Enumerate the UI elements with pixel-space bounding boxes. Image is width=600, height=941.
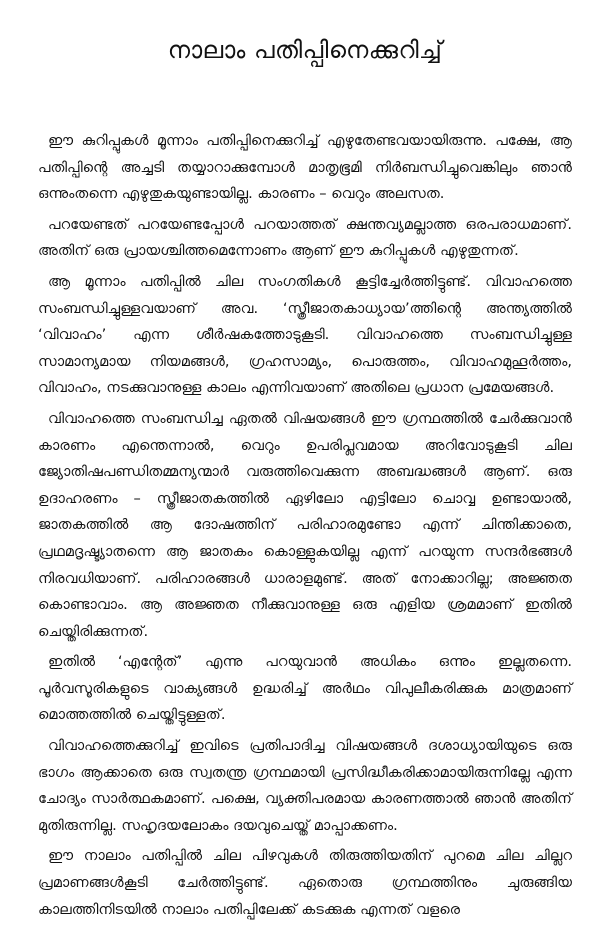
- paragraph-7: ഈ നാലാം പതിപ്പിൽ ചില പിഴവുകൾ തിരുത്തിയതിന് പുറമെ ചില ചില്ലറ പ്രമാണങ്ങൾകൂടി ചേർത്തിട്ടുണ്ട്. ഏതൊരു ഗ്രന്ഥത്തിനും ചുരുങ്ങിയ കാലത്തിനിടയിൽ നാലാം പതിപ്പിലേക്ക് കടക്കുക എന്നത് വളരെ: [38, 847, 572, 918]
- paragraph-2: പറയേണ്ടത് പറയേണ്ടപ്പോൾ പറയാത്തത് ക്ഷന്തവ്യമല്ലാത്ത ഒരപരാധമാണ്. അതിന് ഒരു പ്രായശ്ചിത്തമെന്നോണം ആണ് ഈ കുറിപ്പുകൾ എഴുതുന്നത്.: [38, 215, 572, 260]
- paragraph-3: ആ മൂന്നാം പതിപ്പിൽ ചില സംഗതികൾ കൂട്ടിച്ചേർത്തിട്ടുണ്ട്. വിവാഹത്തെ സംബന്ധിച്ചുള്ളവയാണ് അവ. ‘സ്ത്രീജാതകാധ്യായ’ത്തിന്റെ അന്ത്യത്തിൽ ‘വിവാഹം’ എന്ന ശീർഷകത്തോടുകൂടി. വിവാഹത്തെ സംബന്ധിച്ചുള്ള സാമാന്യമായ നിയമങ്ങൾ, ഗ്രഹസാമ്യം, പൊരുത്തം, വിവാഹമുഹൂർത്തം, വിവാഹം, നടക്കുവാനുള്ള കാലം എന്നിവയാണ് അതിലെ പ്രധാന പ്രമേയങ്ങൾ.: [38, 272, 572, 397]
- paragraph-6: വിവാഹത്തെക്കുറിച്ച് ഇവിടെ പ്രതിപാദിച്ച വിഷയങ്ങൾ ദശാധ്യായിയുടെ ഒരു ഭാഗം ആക്കാതെ ഒരു സ്വതന്ത്ര ഗ്രന്ഥമായി പ്രസിദ്ധീകരിക്കാമായിരുന്നില്ലേ എന്ന ചോദ്യം സാർത്ഥകമാണ്. പക്ഷെ, വ്യക്തിപരമായ കാരണത്താൽ ഞാൻ അതിന് മുതിരുന്നില്ല. സഹൃദയലോകം ദയവുചെയ്ത് മാപ്പാക്കണം.: [38, 737, 572, 834]
- paragraph-5: ഇതിൽ ‘എന്റേത്’ എന്നു പറയുവാൻ അധികം ഒന്നും ഇല്ലതന്നെ. പൂർവസൂരികളുടെ വാക്യങ്ങൾ ഉദ്ധരിച്ച് അർഥം വിപുലീകരിക്കുക മാത്രമാണ് മൊത്തത്തിൽ ചെയ്തിട്ടുള്ളത്.: [38, 653, 572, 724]
- body-text: [38, 128, 572, 923]
- page-title: നാലാം പതിപ്പിനെക്കുറിച്ച്: [167, 36, 443, 64]
- paragraph-1: ഈ കുറിപ്പുകൾ മൂന്നാം പതിപ്പിനെക്കുറിച്ച് എഴുതേണ്ടവയായിരുന്നു. പക്ഷേ, ആ പതിപ്പിന്റെ അച്ചടി തയ്യാറാക്കുമ്പോൾ മാതൃഭൂമി നിർബന്ധിച്ചുവെങ്കിലും ഞാൻ ഒന്നുംതന്നെ എഴുതുകയുണ്ടായില്ല. കാരണം – വെറും അലസത.: [38, 132, 572, 203]
- paragraph-4: വിവാഹത്തെ സംബന്ധിച്ച ഏതൽ വിഷയങ്ങൾ ഈ ഗ്രന്ഥത്തിൽ ചേർക്കുവാൻ കാരണം എന്തെന്നാൽ, വെറും ഉപരിപ്ലവമായ അറിവോടുകൂടി ചില ജ്യോതിഷപണ്ഡിതമ്മന്യന്മാർ വരുത്തിവെക്കുന്ന അബദ്ധങ്ങൾ ആണ്. ഒരു ഉദാഹരണം – സ്ത്രീജാതകത്തിൽ ഏഴിലോ എട്ടിലോ ചൊവ്വ ഉണ്ടായാൽ, ജാതകത്തിൽ ആ ദോഷത്തിന് പരിഹാരമുണ്ടോ എന്ന് ചിന്തിക്കാതെ, പ്രഥമദൃഷ്ട്യാതന്നെ ആ ജാതകം കൊള്ളുകയില്ല എന്ന് പറയുന്ന സന്ദർഭങ്ങൾ നിരവധിയാണ്. പരിഹാരങ്ങൾ ധാരാളമുണ്ട്. അത് നോക്കാറില്ല; അജ്ഞത കൊണ്ടാവാം. ആ അജ്ഞത നീക്കുവാനുള്ള ഒരു എളിയ ശ്രമമാണ് ഇതിൽ ചെയ്തിരിക്കുന്നത്.: [38, 409, 572, 640]
